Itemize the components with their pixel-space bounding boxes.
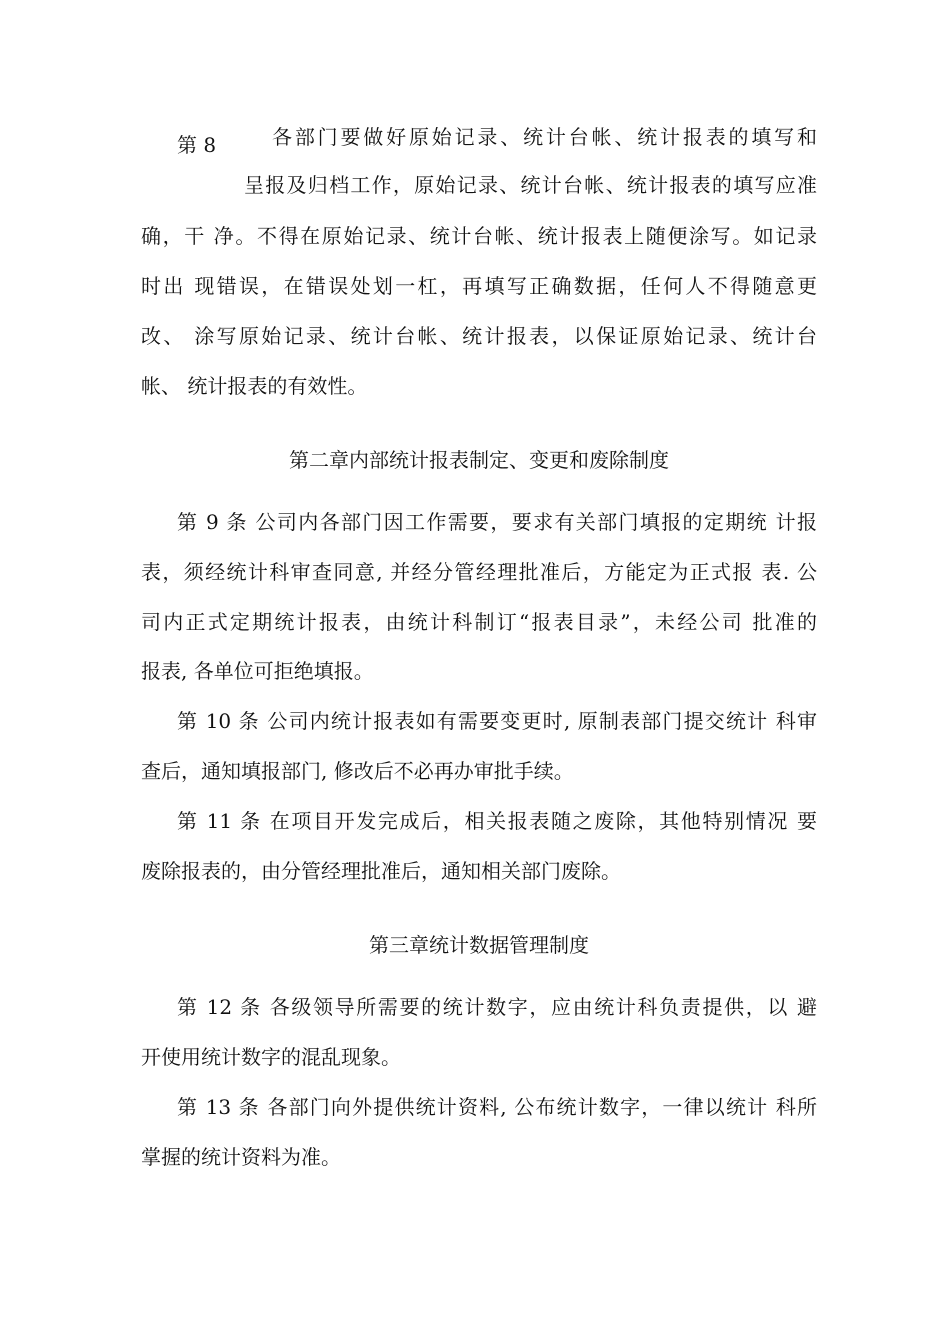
article-12-line: 开使用统计数字的混乱现象。 bbox=[141, 1045, 401, 1069]
article-9-line: 报表, 各单位可拒绝填报。 bbox=[141, 659, 374, 683]
article-8-number: 第 8 bbox=[177, 133, 217, 157]
article-8-line: 帐、 统计报表的有效性。 bbox=[141, 374, 368, 398]
article-8-line: 时出 现错误，在错误处划一杠，再填写正确数据，任何人不得随意更 bbox=[141, 274, 817, 298]
article-10-line: 第 10 条 公司内统计报表如有需要变更时, 原制表部门提交统计 科审 bbox=[177, 709, 817, 733]
article-13-line: 掌握的统计资料为准。 bbox=[141, 1145, 341, 1169]
article-11-line: 第 11 条 在项目开发完成后，相关报表随之废除，其他特别情况 要 bbox=[177, 809, 817, 833]
article-9-line: 司内正式定期统计报表，由统计科制订“报表目录”，未经公司 批准的 bbox=[141, 610, 817, 634]
article-13-line: 第 13 条 各部门向外提供统计资料, 公布统计数字，一律以统计 科所 bbox=[177, 1095, 817, 1119]
article-8-line: 各部门要做好原始记录、统计台帐、统计报表的填写和 bbox=[272, 125, 817, 149]
chapter-3-title: 第三章统计数据管理制度 bbox=[369, 933, 589, 957]
article-8-line: 确，干 净。不得在原始记录、统计台帐、统计报表上随便涂写。如记录 bbox=[141, 224, 817, 248]
chapter-2-title: 第二章内部统计报表制定、变更和废除制度 bbox=[289, 448, 669, 472]
article-12-line: 第 12 条 各级领导所需要的统计数字，应由统计科负责提供，以 避 bbox=[177, 995, 817, 1019]
article-10-line: 查后，通知填报部门, 修改后不必再办审批手续。 bbox=[141, 759, 574, 783]
article-8-line: 改、 涂写原始记录、统计台帐、统计报表，以保证原始记录、统计台 bbox=[141, 324, 817, 348]
article-9-line: 第 9 条 公司内各部门因工作需要，要求有关部门填报的定期统 计报 bbox=[177, 510, 817, 534]
article-11-line: 废除报表的，由分管经理批准后，通知相关部门废除。 bbox=[141, 859, 621, 883]
article-9-line: 表，须经统计科审查同意, 并经分管经理批准后，方能定为正式报 表. 公 bbox=[141, 560, 817, 584]
article-8-line: 呈报及归档工作，原始记录、统计台帐、统计报表的填写应准 bbox=[244, 173, 817, 197]
